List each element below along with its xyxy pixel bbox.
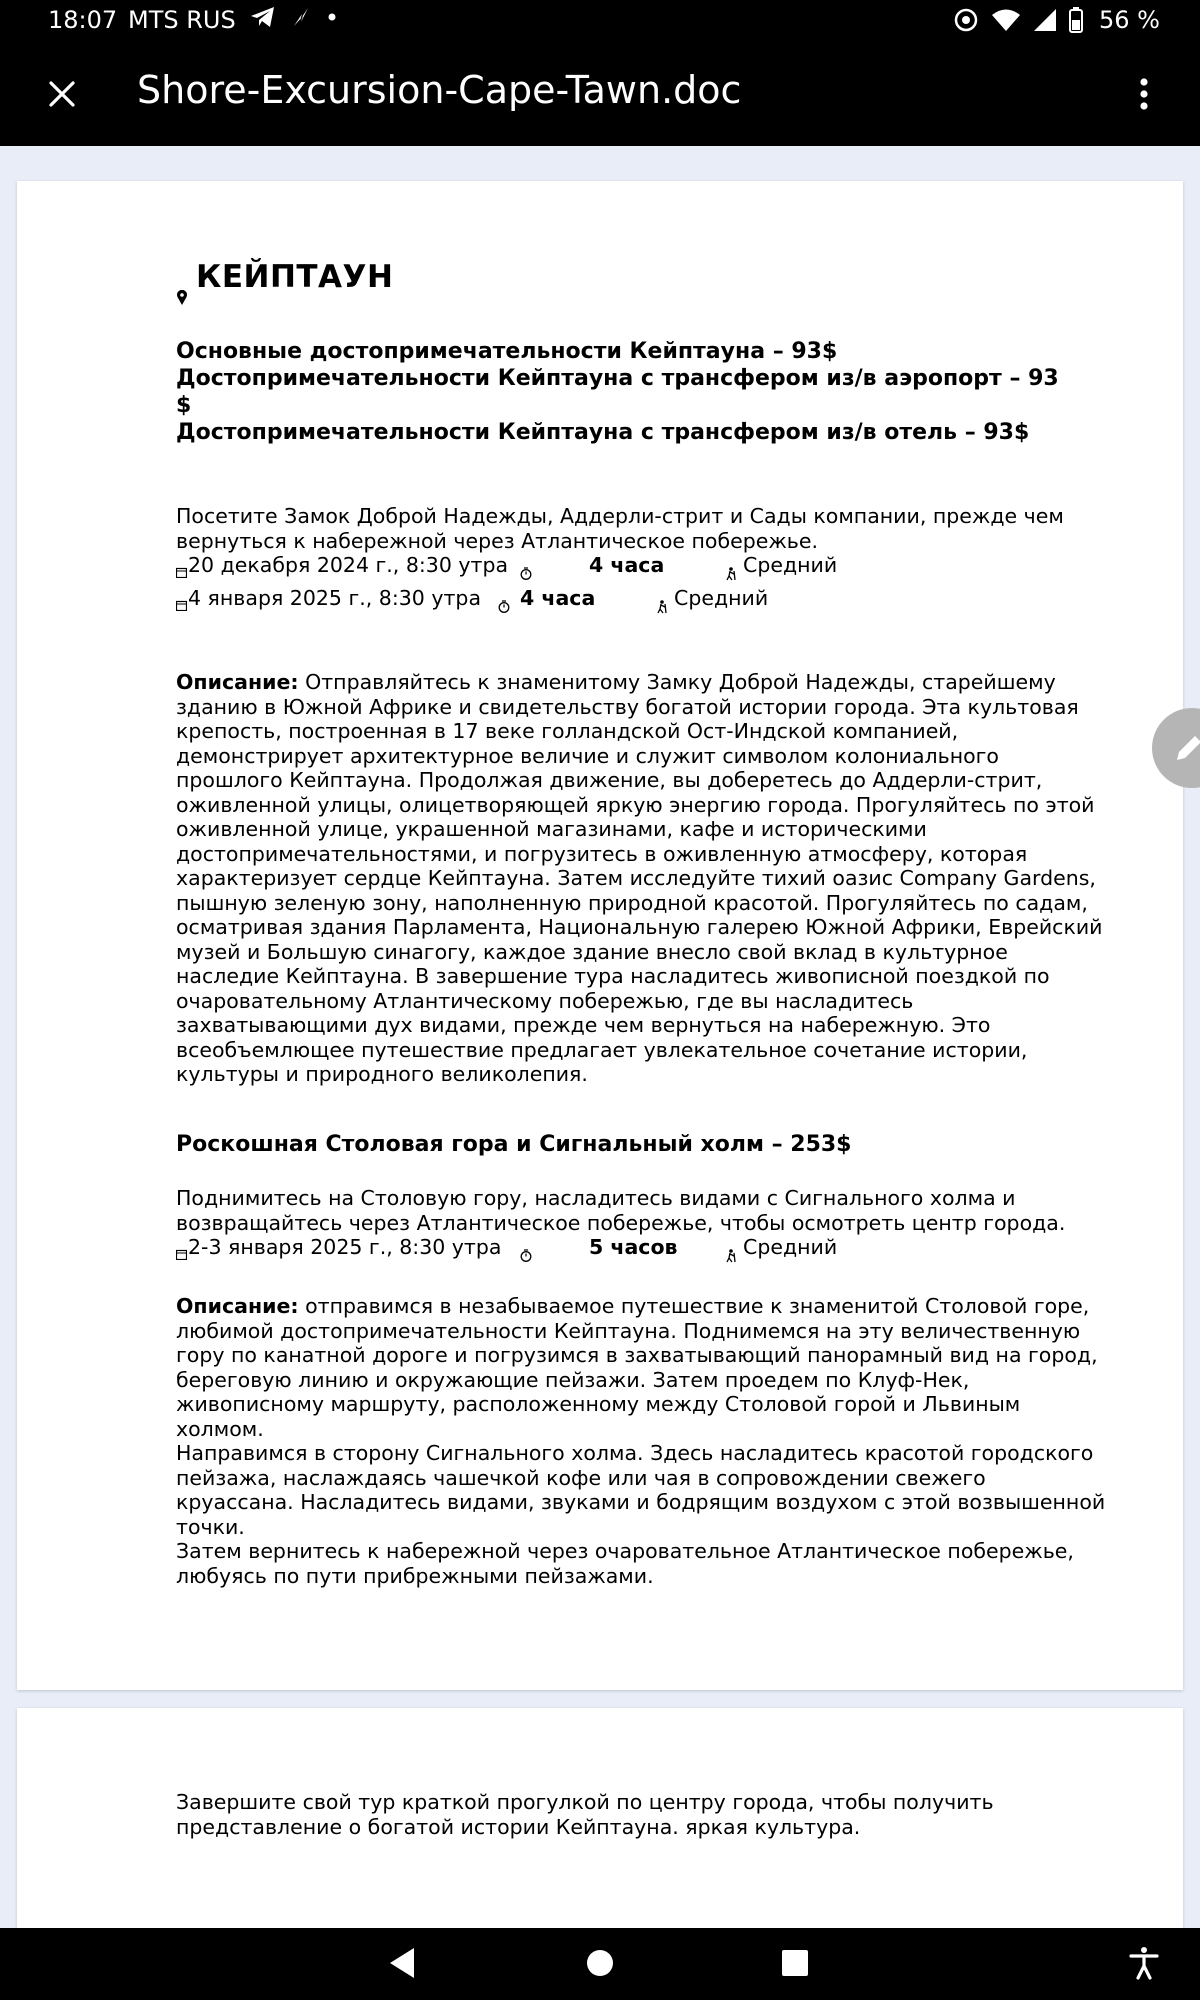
battery-icon [1069,7,1083,33]
close-icon [47,79,77,109]
tour1-headline-2-cont: $ [176,393,192,418]
location-pin-icon [176,290,188,306]
calendar-icon [176,600,187,611]
tour-level: Средний [743,1235,838,1259]
description-label: Описание: [176,670,299,694]
description-text-3: Затем вернитесь к набережной через очаровательное Атлантическое побережье, любуясь по пути прибрежными пейзажами. [176,1539,1074,1588]
status-carrier: MTS RUS [128,6,236,34]
date-row [176,586,1116,614]
tour2-headline: Роскошная Столовая гора и Сигнальный холм – 253$ [176,1132,852,1157]
tour-level: Средний [674,586,769,610]
recents-icon[interactable] [781,1946,809,1980]
home-icon[interactable] [584,1946,616,1980]
page2-text: Завершите свой тур краткой прогулкой по центру города, чтобы получить представление о богатой истории Кейптауна. яркая культура. [176,1790,994,1839]
tour-duration: 4 часа [520,586,596,610]
description-text-1: отправимся в незабываемое путешествие к знаменитой Столовой горе, любимой достопримечательности Кейптауна. Поднимемся на эту величественную гору по канатной дороге и погрузимся в захватывающий панорамный вид на город, береговую линию и окружающие пейзажи. Затем проедем по Клуф-Нек, живописному маршруту, расположенному между Столовой горой и Львиным холмом. [176,1294,1098,1441]
hiker-icon [656,600,668,614]
navigation-bar [0,1928,1200,2000]
tour1-headline-3: Достопримечательности Кейптауна с трансфером из/в отель – 93$ [176,420,1030,445]
sync-icon [953,7,979,33]
tour1-headlines [176,338,1116,446]
tour-date: 4 января 2025 г., 8:30 утра [188,586,482,610]
tour2-summary: Поднимитесь на Столовую гору, насладитесь видами с Сигнального холма и возвращайтесь через Атлантическое побережье, чтобы осмотреть центр города. [176,1186,1066,1235]
calendar-icon [176,567,187,578]
tour-level: Средний [743,553,838,577]
tour1-summary: Посетите Замок Доброй Надежды, Аддерли-стрит и Сады компании, прежде чем вернуться к набережной через Атлантическое побережье. [176,504,1064,553]
more-options-button[interactable] [1112,62,1176,126]
telegram-icon [250,6,276,28]
close-button[interactable] [30,62,94,126]
tour-date: 20 декабря 2024 г., 8:30 утра [188,553,509,577]
calendar-icon [176,1249,187,1260]
cell-signal-icon [1033,8,1057,32]
wifi-icon [991,8,1021,32]
city-heading: КЕЙПТАУН [196,259,394,295]
tour2-description [176,1294,1108,1588]
tour-date: 2-3 января 2025 г., 8:30 утра [188,1235,502,1259]
tour1-dates [176,553,1116,613]
stopwatch-icon [520,567,532,580]
status-bar [0,0,1200,42]
app-bar [0,42,1200,146]
document-title: Shore-Excursion-Cape-Tawn.doc [137,68,742,112]
edit-pencil-icon [1169,728,1200,768]
tour1-headline-2: Достопримечательности Кейптауна с трансфером из/в аэропорт – 93 [176,366,1059,391]
hiker-icon [725,1249,737,1263]
tour-duration: 5 часов [589,1235,678,1259]
tour1-description [176,670,1108,1087]
accessibility-icon[interactable] [1128,1946,1160,1980]
stopwatch-icon [498,600,510,613]
battery-percent: 56 % [1099,6,1160,34]
tour2-dates [176,1235,1116,1265]
date-row [176,1235,1116,1263]
description-text-2: Направимся в сторону Сигнального холма. Здесь насладитесь красотой городского пейзажа, наслаждаясь чашечкой кофе или чая в сопровождении свежего круассана. Насладитесь видами, звуками и бодрящим воздухом с этой возвышенной точки. [176,1441,1106,1539]
signal-boost-icon [290,6,312,28]
stopwatch-icon [520,1249,532,1262]
description-text: Отправляйтесь к знаменитому Замку Доброй Надежды, старейшему зданию в Южной Африке и свидетельству богатой истории города. Эта культовая крепость, построенная в 17 веке голландской Ост-Индской компанией, демонстрирует архитектурное величие и служит символом колониального прошлого Кейптауна. Продолжая движение, вы доберетесь до Аддерли-стрит, оживленной улицы, олицетворяющей яркую энергию города. Прогуляйтесь по этой оживленной улице, украшенной магазинами, кафе и историческими достопримечательностями, и погрузитесь в оживленную атмосферу, которая характеризует сердце Кейптауна. Затем исследуйте тихий оазис Company Gardens, пышную зеленую зону, наполненную природной красотой. Прогуляйтесь по садам, осматривая здания Парламента, Национальную галерею Южной Африки, Еврейский музей и Большую синагогу, каждое здание внесло свой вклад в культурное наследие Кейптауна. В завершение тура насладитесь живописной поездкой по очаровательному Атлантическому побережью, где вы насладитесь захватывающими дух видами, прежде чем вернуться на набережную. Это всеобъемлющее путешествие предлагает увлекательное сочетание истории, культуры и природного великолепия. [176,670,1103,1086]
back-icon[interactable] [388,1946,416,1980]
description-label: Описание: [176,1294,299,1318]
more-vert-icon [1138,77,1150,111]
dot-icon [326,6,338,28]
status-time: 18:07 [48,6,118,34]
tour1-headline-1: Основные достопримечательности Кейптауна – 93$ [176,339,838,364]
date-row [176,553,1116,581]
tour-duration: 4 часа [589,553,665,577]
hiker-icon [725,567,737,581]
